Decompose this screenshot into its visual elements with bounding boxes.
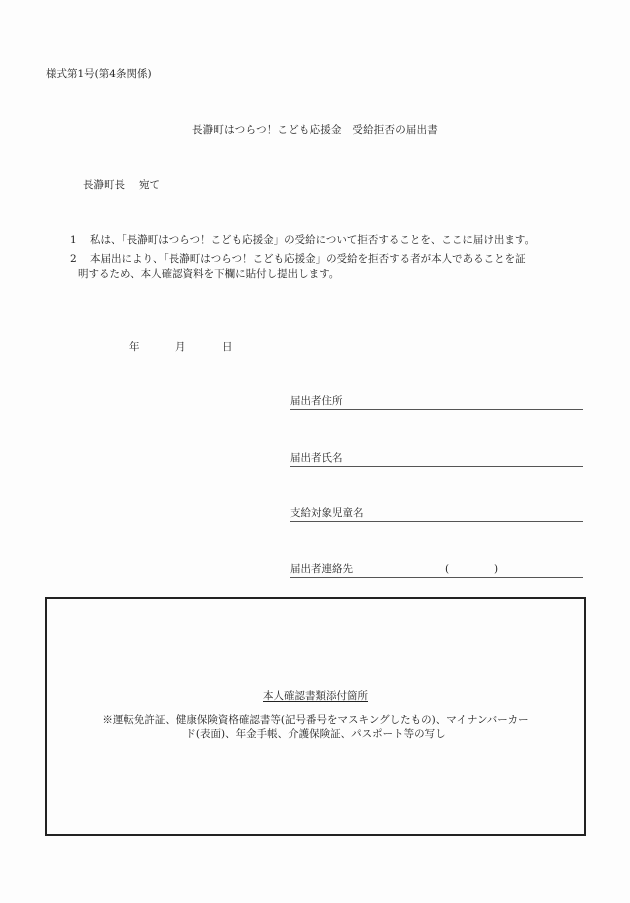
contact-paren-open: ( — [445, 563, 450, 575]
child-name-label: 支給対象児童名 — [290, 507, 364, 519]
paragraph-2-continuation: 明するため、本人確認資料を下欄に貼付し提出します。 — [78, 268, 340, 280]
attachment-note-line-2: ド(表面)、年金手帳、介護保険証、パスポート等の写し — [185, 728, 446, 740]
form-number: 様式第1号(第4条関係) — [46, 68, 152, 80]
address-field[interactable] — [290, 394, 583, 410]
date-year-label: 年 — [129, 341, 140, 353]
date-month-label: 月 — [175, 341, 186, 353]
attachment-note-line-1: ※運転免許証、健康保険資格確認書等(記号番号をマスキングしたもの)、マイナンバーカー — [102, 714, 529, 726]
attachment-box-note — [47, 713, 584, 741]
paragraph-1 — [70, 233, 535, 247]
paragraph-number: 2 — [70, 253, 77, 265]
paragraph-text: 私は、「長瀞町はつらつ！こども応援金」の受給について拒否することを、ここに届け出ます。 — [90, 234, 536, 246]
addressee-suffix: 宛て — [139, 179, 160, 191]
id-document-attachment-box — [45, 597, 586, 836]
date-day-label: 日 — [222, 341, 233, 353]
paragraph-text: 本届出により、「長瀞町はつらつ！こども応援金」の受給を拒否する者が本人であることを証 — [90, 253, 526, 265]
contact-label: 届出者連絡先 — [290, 563, 353, 575]
addressee-recipient: 長瀞町長 — [83, 179, 125, 191]
name-label: 届出者氏名 — [290, 452, 343, 464]
contact-field[interactable] — [290, 562, 583, 578]
address-label: 届出者住所 — [290, 395, 343, 407]
paragraph-number: 1 — [70, 234, 77, 246]
paragraph-2 — [70, 252, 526, 266]
child-name-field[interactable] — [290, 506, 583, 522]
contact-paren-close: ) — [494, 563, 499, 575]
name-field[interactable] — [290, 451, 583, 467]
addressee — [83, 177, 160, 192]
document-title: 長瀞町はつらつ！こども応援金 受給拒否の届出書 — [192, 124, 438, 136]
attachment-box-title — [47, 688, 584, 703]
attachment-box-title-text: 本人確認書類添付箇所 — [263, 690, 368, 702]
